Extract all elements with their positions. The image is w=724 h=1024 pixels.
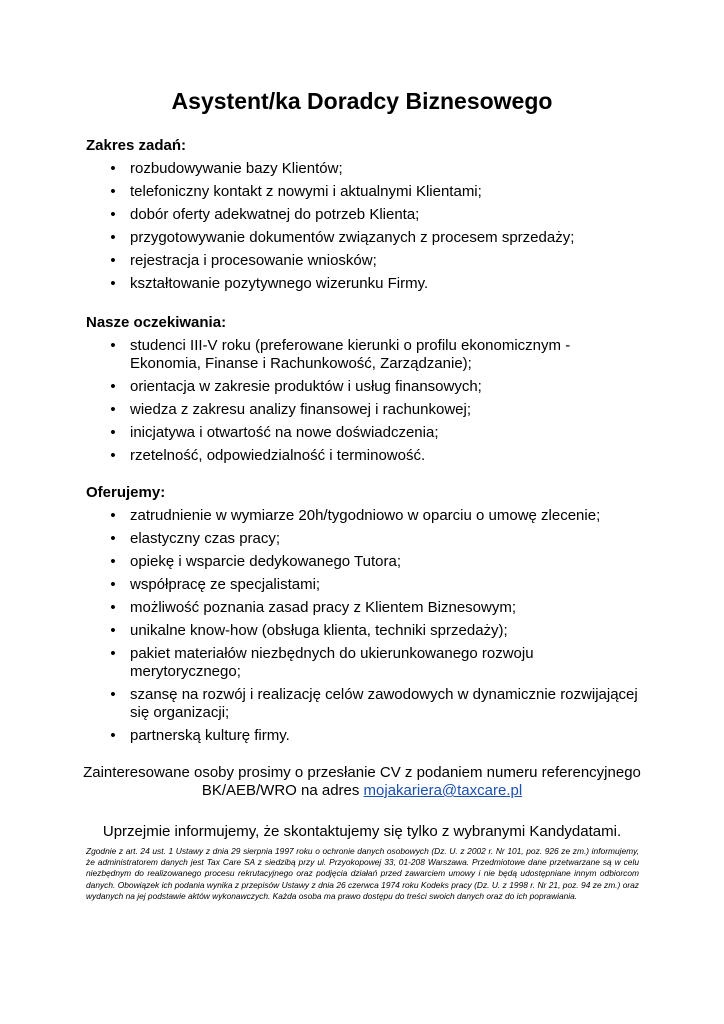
list-item-text: rzetelność, odpowiedzialność i terminowość. <box>130 447 426 464</box>
list-item-text: wiedza z zakresu analizy finansowej i rachunkowej; <box>130 401 472 418</box>
list-item-text: dobór oferty adekwatnej do potrzeb Klienta; <box>130 206 420 223</box>
list-zakres-zadan <box>0 160 724 298</box>
bullet-icon: • <box>110 337 116 354</box>
bullet-icon: • <box>110 160 116 177</box>
bullet-icon: • <box>110 727 116 744</box>
list-item <box>0 727 724 745</box>
list-item <box>0 599 724 617</box>
list-item <box>0 229 724 247</box>
list-item <box>0 622 724 640</box>
bullet-icon: • <box>110 401 116 418</box>
list-item-text: przygotowywanie dokumentów związanych z procesem sprzedaży; <box>130 229 575 246</box>
list-item-text: rozbudowywanie bazy Klientów; <box>130 160 343 177</box>
bullet-icon: • <box>110 229 116 246</box>
list-oferujemy <box>0 507 724 750</box>
page-title: Asystent/ka Doradcy Biznesowego <box>171 88 553 114</box>
list-item-text: elastyczny czas pracy; <box>130 530 281 547</box>
bullet-icon: • <box>110 622 116 639</box>
bullet-icon: • <box>110 183 116 200</box>
list-item <box>0 686 724 722</box>
bullet-icon: • <box>110 530 116 547</box>
list-item <box>0 530 724 548</box>
list-item-text: opiekę i wsparcie dedykowanego Tutora; <box>130 553 401 570</box>
list-item-text: telefoniczny kontakt z nowymi i aktualnymi Klientami; <box>130 183 482 200</box>
bullet-icon: • <box>110 686 116 703</box>
list-item <box>0 160 724 178</box>
list-item <box>0 252 724 270</box>
list-item <box>0 576 724 594</box>
section-heading-zakres-zadan: Zakres zadań: <box>86 137 187 154</box>
bullet-icon: • <box>110 424 116 441</box>
list-item <box>0 275 724 293</box>
list-item <box>0 337 724 373</box>
list-item <box>0 401 724 419</box>
bullet-icon: • <box>110 206 116 223</box>
list-item-text: partnerską kulturę firmy. <box>130 727 290 744</box>
list-item-text: szansę na rozwój i realizację celów zawodowych w dynamicznie rozwijającej się organizacji; <box>130 686 638 721</box>
section-heading-nasze-oczekiwania: Nasze oczekiwania: <box>86 314 227 331</box>
list-item-text: możliwość poznania zasad pracy z Klientem Biznesowym; <box>130 599 516 616</box>
application-paragraph <box>60 764 664 800</box>
bullet-icon: • <box>110 447 116 464</box>
bullet-icon: • <box>110 645 116 662</box>
bullet-icon: • <box>110 378 116 395</box>
bullet-icon: • <box>110 252 116 269</box>
list-item <box>0 507 724 525</box>
list-item-text: rejestracja i procesowanie wniosków; <box>130 252 377 269</box>
list-item <box>0 206 724 224</box>
list-item-text: kształtowanie pozytywnego wizerunku Firmy. <box>130 275 429 292</box>
list-item <box>0 183 724 201</box>
bullet-icon: • <box>110 553 116 570</box>
list-item <box>0 447 724 465</box>
list-item-text: unikalne know-how (obsługa klienta, techniki sprzedaży); <box>130 622 508 639</box>
bullet-icon: • <box>110 599 116 616</box>
bullet-icon: • <box>110 275 116 292</box>
list-item-text: studenci III-V roku (preferowane kierunki o profilu ekonomicznym - Ekonomia, Finanse i Rachunkowość, Zarządzanie); <box>130 337 571 372</box>
list-item-text: orientacja w zakresie produktów i usług finansowych; <box>130 378 482 395</box>
gdpr-footnote: Zgodnie z art. 24 ust. 1 Ustawy z dnia 29 sierpnia 1997 roku o ochronie danych osobowych (Dz. U. z 2002 r. Nr 101, poz. 926 ze zm.) informujemy, że administratorem danych jest Tax Care SA z siedzibą przy ul. Przyokopowej 33, 01-208 Warszawa. Przedmiotowe dane przetwarzane są w celu niezbędnym do realizowanego procesu rekrutacyjnego oraz podjęcia działań przed zawarciem umowy i nie będą udostępniane innym odbiorcom danych. Obowiązek ich podania wynika z przepisów Ustawy z dnia 26 czerwca 1974 roku Kodeks pracy (Dz. U. z 1998 r. Nr 21, poz. 94 ze zm.) oraz wydanych na jej podstawie aktów wykonawczych. Każda osoba ma prawo dostępu do treści swoich danych oraz do ich poprawiania. <box>86 846 639 901</box>
email-link[interactable]: mojakariera@taxcare.pl <box>363 782 523 799</box>
list-item-text: pakiet materiałów niezbędnych do ukierunkowanego rozwoju merytorycznego; <box>130 645 534 680</box>
bullet-icon: • <box>110 507 116 524</box>
list-nasze-oczekiwania <box>0 337 724 470</box>
list-item-text: zatrudnienie w wymiarze 20h/tygodniowo w oparciu o umowę zlecenie; <box>130 507 601 524</box>
contact-notice: Uprzejmie informujemy, że skontaktujemy się tylko z wybranymi Kandydatami. <box>102 823 622 840</box>
list-item-text: inicjatywa i otwartość na nowe doświadczenia; <box>130 424 439 441</box>
list-item <box>0 553 724 571</box>
list-item <box>0 645 724 681</box>
list-item-text: współpracę ze specjalistami; <box>130 576 321 593</box>
list-item <box>0 424 724 442</box>
bullet-icon: • <box>110 576 116 593</box>
application-text: Zainteresowane osoby prosimy o przesłanie CV z podaniem numeru referencyjnego BK/AEB/WRO na adres <box>83 764 641 799</box>
list-item <box>0 378 724 396</box>
section-heading-oferujemy: Oferujemy: <box>86 484 166 501</box>
